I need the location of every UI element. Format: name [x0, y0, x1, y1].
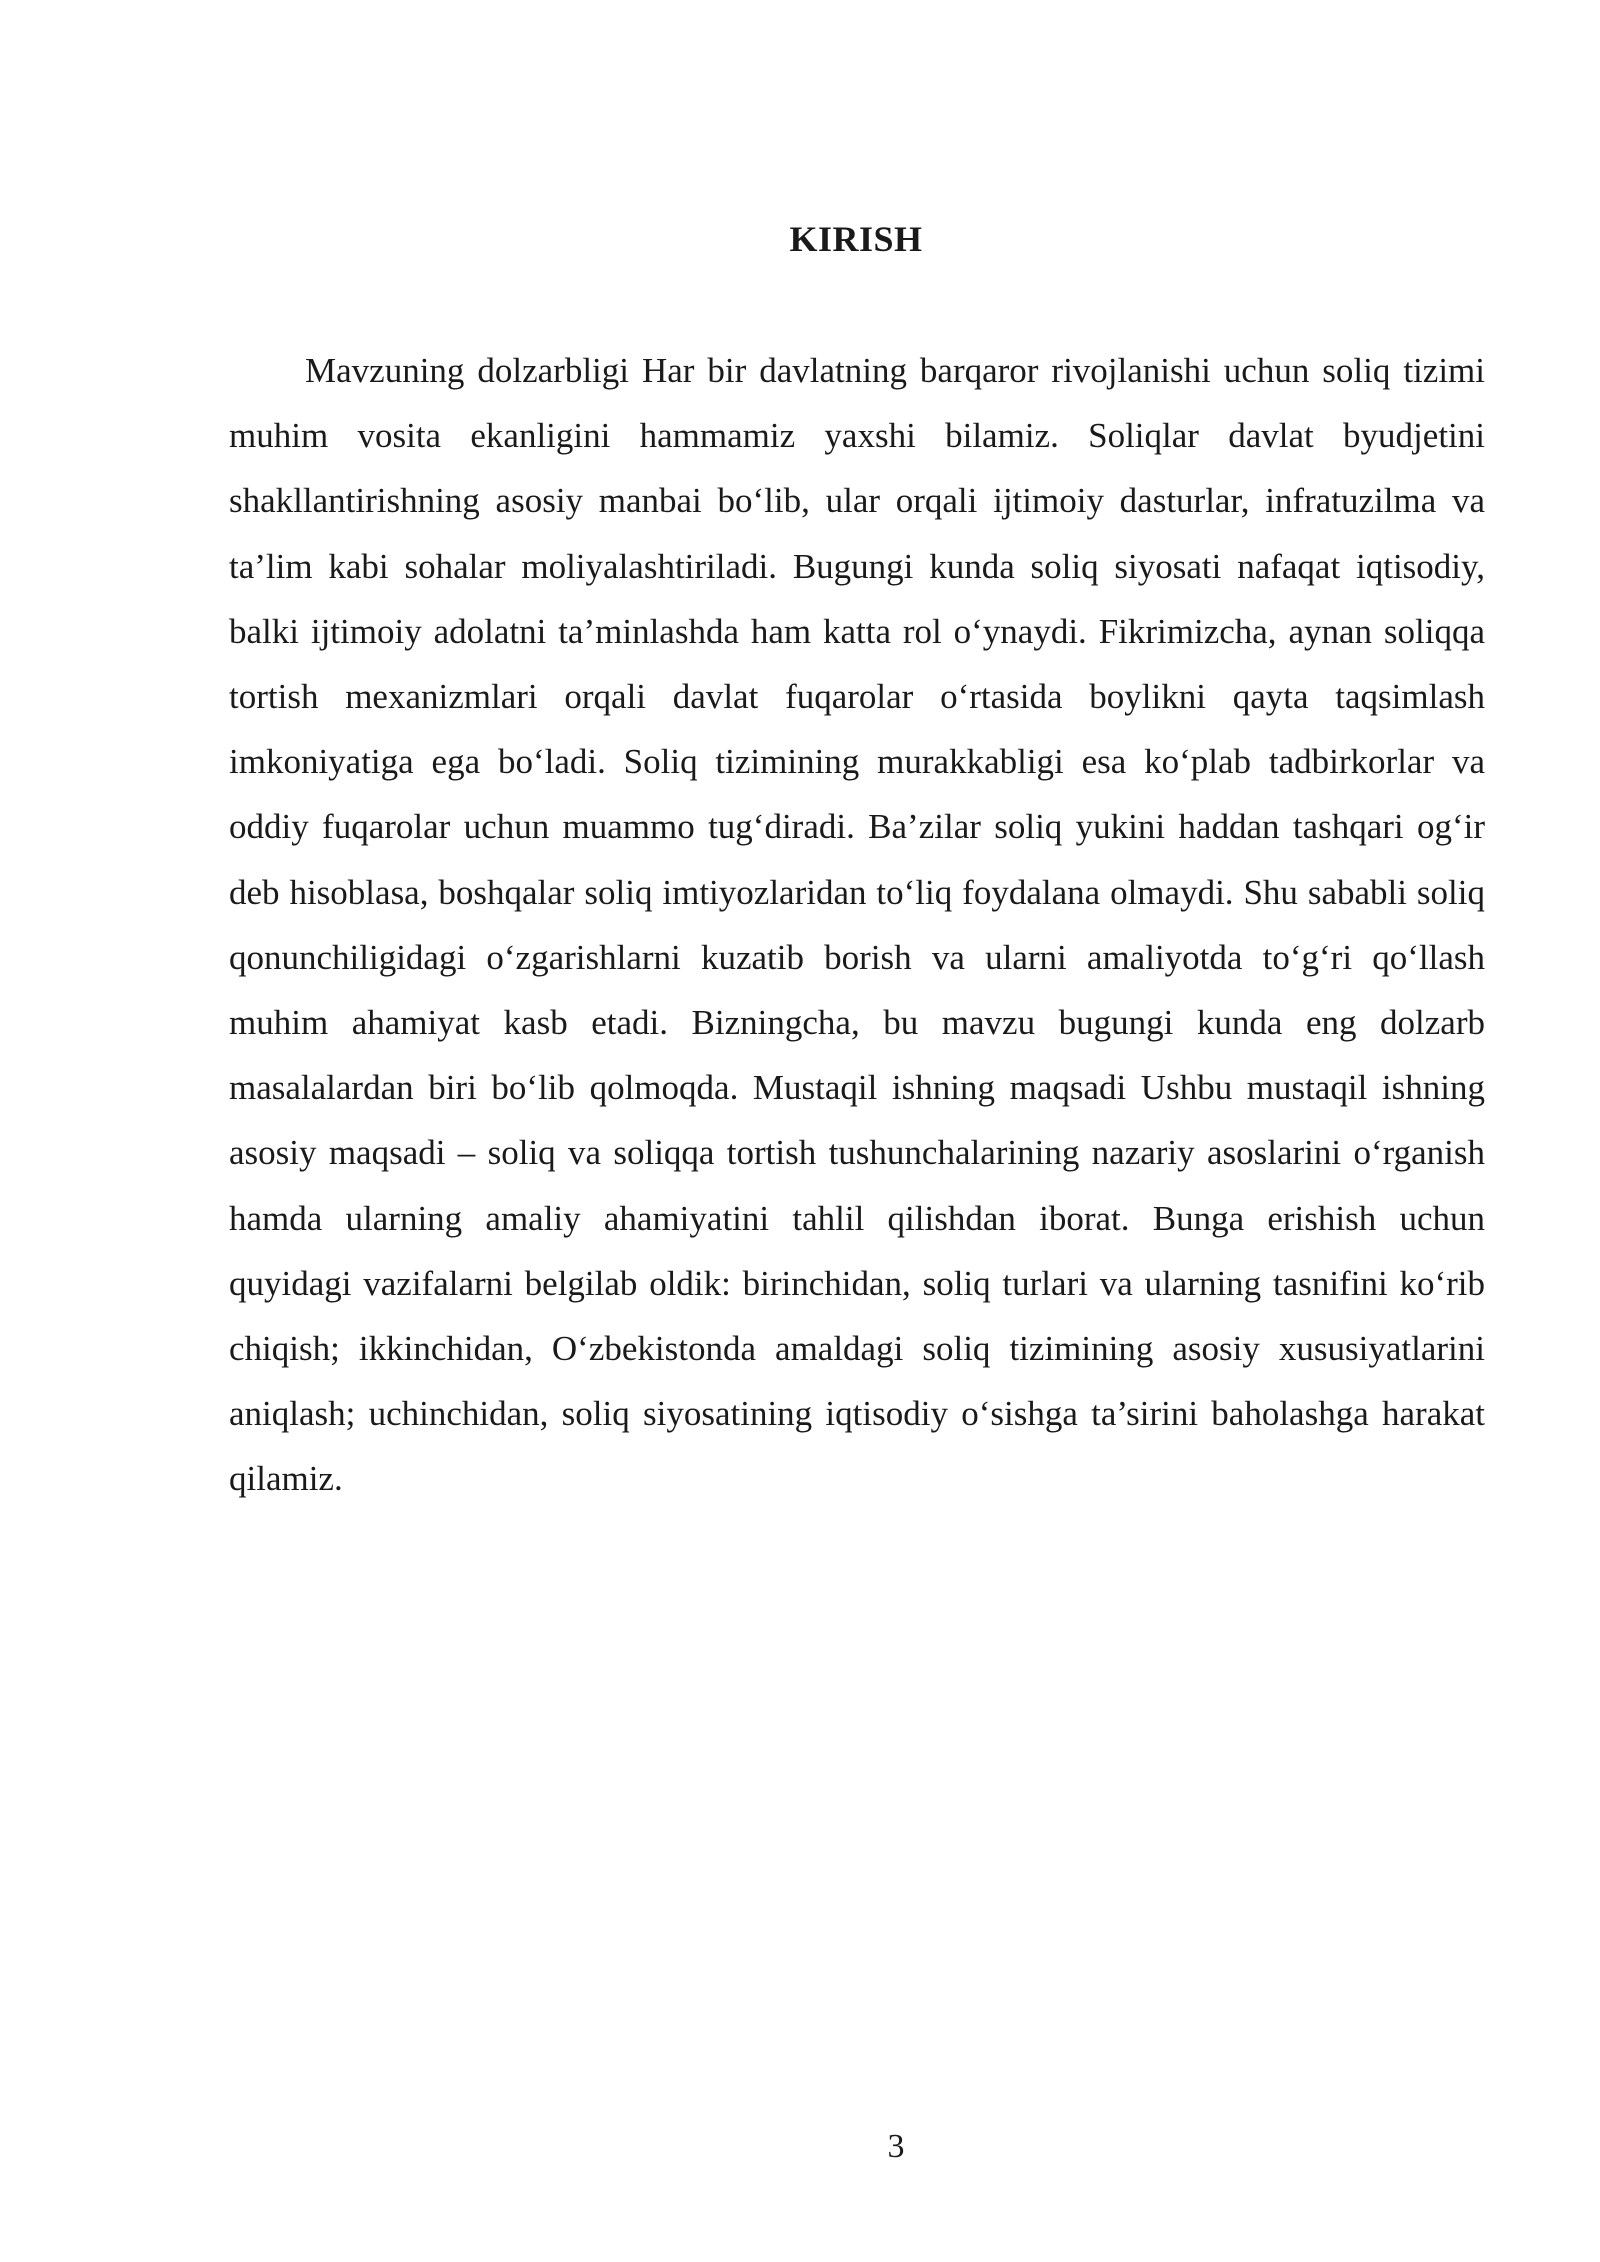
page-number: 3	[887, 2128, 905, 2165]
body-paragraph: Mavzuning dolzarbligi Har bir davlatning barqaror rivojlanishi uchun soliq tizimi muhim vosita ekanligini hammamiz yaxshi bilamiz. Soliqlar davlat byudjetini shakllantirishning asosiy manbai bo‘lib, ular orqali ijtimoiy dasturlar, infratuzilma va ta’lim kabi sohalar moliyalashtiriladi. Bugungi kunda soliq siyosati nafaqat iqtisodiy, balki ijtimoiy adolatni ta’minlashda ham katta rol o‘ynaydi. Fikrimizcha, aynan soliqqa tortish mexanizmlari orqali davlat fuqarolar o‘rtasida boylikni qayta taqsimlash imkoniyatiga ega bo‘ladi. Soliq tizimining murakkabligi esa ko‘plab tadbirkorlar va oddiy fuqarolar uchun muammo tug‘diradi. Ba’zilar soliq yukini haddan tashqari og‘ir deb hisoblasa, boshqalar soliq imtiyozlaridan to‘liq foydalana olmaydi. Shu sababli soliq qonunchiligidagi o‘zgarishlarni kuzatib borish va ularni amaliyotda to‘g‘ri qo‘llash muhim ahamiyat kasb etadi. Bizningcha, bu mavzu bugungi kunda eng dolzarb masalalardan biri bo‘lib qolmoqda. Mustaqil ishning maqsadi Ushbu mustaqil ishning asosiy maqsadi – soliq va soliqqa tortish tushunchalarining nazariy asoslarini o‘rganish hamda ularning amaliy ahamiyatini tahlil qilishdan iborat. Bunga erishish uchun quyidagi vazifalarni belgilab oldik: birinchidan, soliq turlari va ularning tasnifini ko‘rib chiqish; ikkinchidan, O‘zbekistonda amaldagi soliq tizimining asosiy xususiyatlarini aniqlash; uchinchidan, soliq siyosatining iqtisodiy o‘sishga ta’sirini baholashga harakat qilamiz.	[229, 351, 1485, 1499]
page-title: KIRISH	[789, 219, 923, 259]
